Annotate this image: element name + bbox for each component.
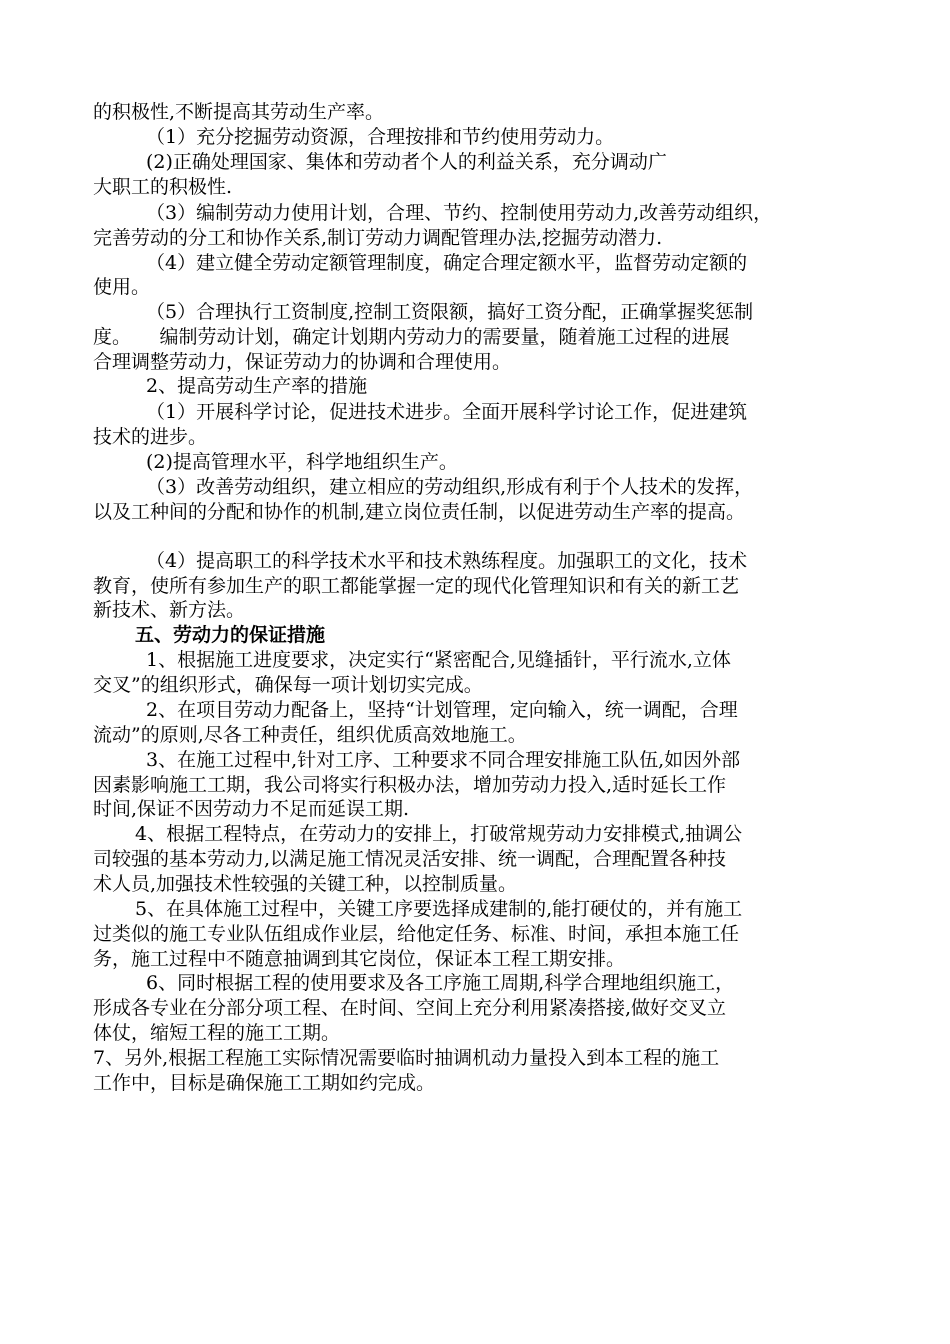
text-line: （1）开展科学讨论，促进技术进步。全面开展科学讨论工作，促进建筑 (146, 401, 748, 423)
text-line: 司较强的基本劳动力,以满足施工情况灵活安排、统一调配，合理配置各种技 (93, 848, 727, 870)
text-line: 时间,保证不因劳动力不足而延误工期. (93, 798, 410, 820)
text-line: 的积极性,不断提高其劳动生产率。 (93, 101, 385, 123)
text-line: 形成各专业在分部分项工程、在时间、空间上充分利用紧凑搭接,做好交叉立 (93, 997, 727, 1019)
text-line: 6、同时根据工程的使用要求及各工序施工周期,科学合理地组织施工， (146, 972, 735, 994)
text-line: 流动”的原则,尽各工种责任，组织优质高效地施工。 (93, 724, 527, 746)
text-line: （4）建立健全劳动定额管理制度，确定合理定额水平，监督劳动定额的 (146, 252, 748, 274)
text-line: 2、提高劳动生产率的措施 (146, 375, 368, 397)
text-line: （1）充分挖掘劳动资源，合理按排和节约使用劳动力。 (146, 126, 615, 148)
text-line: 教育，使所有参加生产的职工都能掌握一定的现代化管理知识和有关的新工艺 (93, 575, 740, 597)
text-line: 1、根据施工进度要求，决定实行“紧密配合,见缝插针，平行流水,立体 (146, 649, 731, 671)
text-line: 务，施工过程中不随意抽调到其它岗位，保证本工程工期安排。 (93, 948, 626, 970)
text-line: 7、另外,根据工程施工实际情况需要临时抽调机动力量投入到本工程的施工 (93, 1047, 720, 1069)
text-line: （3）编制劳动力使用计划，合理、节约、控制使用劳动力,改善劳动组织， (146, 202, 773, 224)
text-line: 新技术、新方法。 (93, 599, 246, 621)
text-line: 合理调整劳动力，保证劳动力的协调和合理使用。 (93, 351, 512, 373)
text-line: 度。 编制劳动计划，确定计划期内劳动力的需要量，随着施工过程的进展 (93, 326, 730, 348)
text-line: 交叉”的组织形式，确保每一项计划切实完成。 (93, 674, 483, 696)
text-line: （5）合理执行工资制度,控制工资限额，搞好工资分配，正确掌握奖惩制 (146, 301, 754, 323)
text-line: 术人员,加强技术性较强的关键工种，以控制质量。 (93, 873, 518, 895)
text-line: （4）提高职工的科学技术水平和技术熟练程度。加强职工的文化，技术 (146, 550, 748, 572)
text-line: 体仗，缩短工程的施工工期。 (93, 1022, 341, 1044)
text-line: 使用。 (93, 276, 151, 298)
text-line: 因素影响施工工期，我公司将实行积极办法，增加劳动力投入,适时延长工作 (93, 774, 727, 796)
text-line: 以及工种间的分配和协作的机制,建立岗位责任制，以促进劳动生产率的提高。 (93, 501, 746, 523)
text-line: 技术的进步。 (93, 426, 208, 448)
text-line: 4、根据工程特点，在劳动力的安排上，打破常规劳动力安排模式,抽调公 (135, 823, 743, 845)
text-line: 5、在具体施工过程中，关键工序要选择成建制的,能打硬仗的，并有施工 (135, 898, 743, 920)
text-line: (2)提高管理水平，科学地组织生产。 (146, 451, 458, 473)
text-line: (2)正确处理国家、集体和劳动者个人的利益关系，充分调动广 (146, 151, 667, 173)
text-line: 大职工的积极性. (93, 176, 233, 198)
text-line: 工作中，目标是确保施工工期如约完成。 (93, 1072, 436, 1094)
section-heading: 五、劳动力的保证措施 (135, 624, 326, 646)
text-line: 完善劳动的分工和协作关系,制订劳动力调配管理办法,挖掘劳动潜力. (93, 227, 663, 249)
text-line: 3、在施工过程中,针对工序、工种要求不同合理安排施工队伍,如因外部 (146, 749, 741, 771)
text-line: 过类似的施工专业队伍组成作业层，给他定任务、标准、时间，承担本施工任 (93, 923, 740, 945)
text-line: （3）改善劳动组织，建立相应的劳动组织,形成有利于个人技术的发挥， (146, 476, 754, 498)
text-line: 2、在项目劳动力配备上，坚持“计划管理，定向输入，统一调配，合理 (146, 699, 738, 721)
